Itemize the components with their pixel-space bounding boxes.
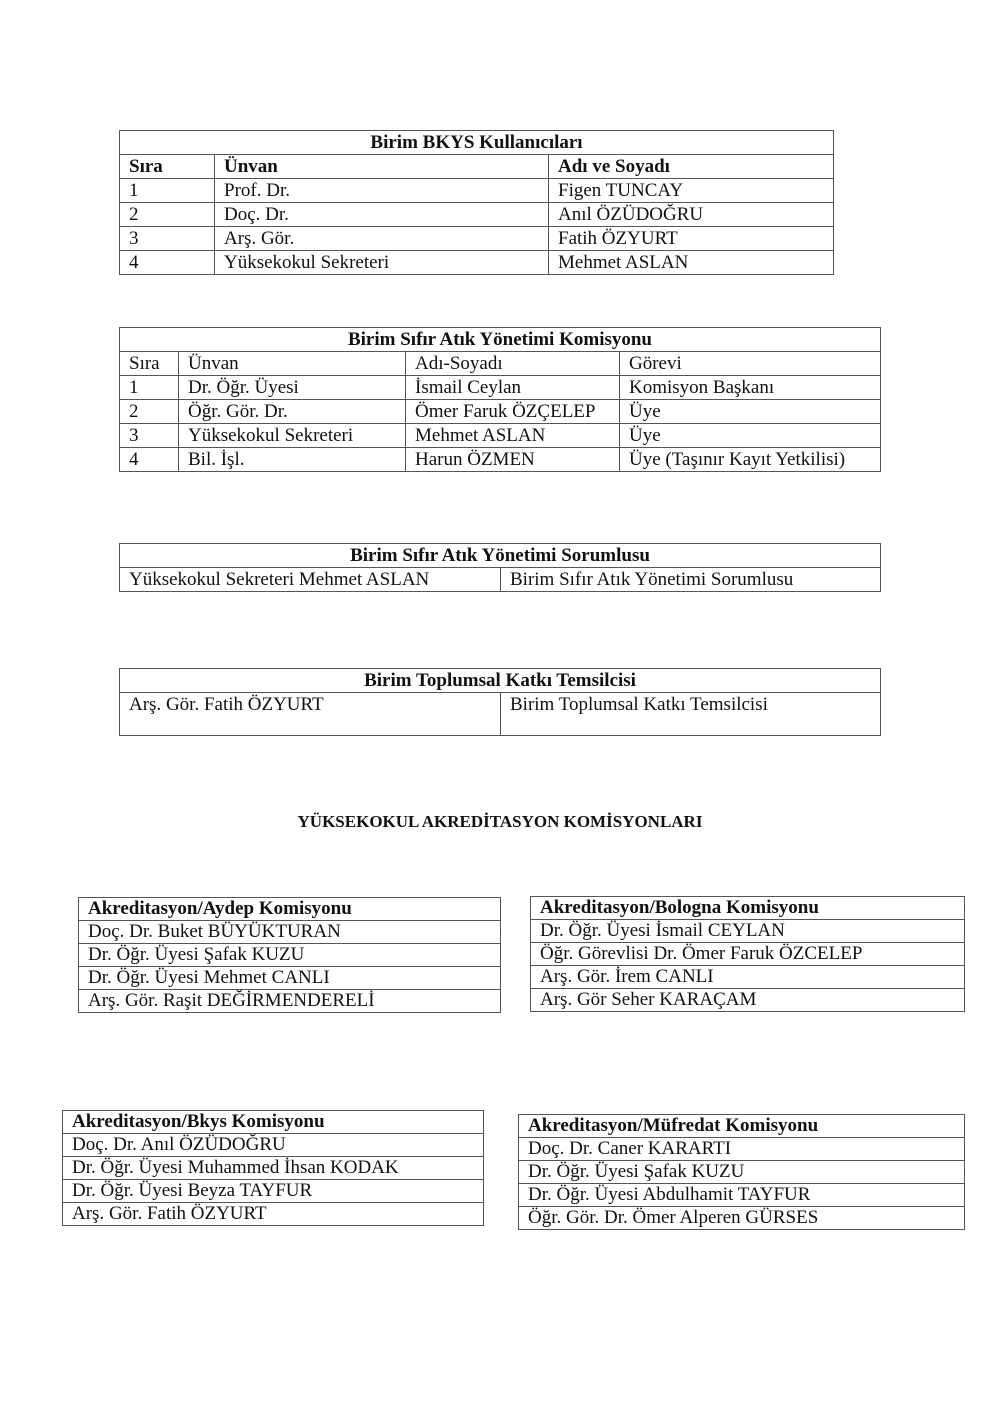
cell: Dr. Öğr. Üyesi — [179, 376, 406, 400]
member-row: Dr. Öğr. Üyesi Beyza TAYFUR — [63, 1180, 484, 1203]
bkys-users-table — [119, 130, 834, 275]
zero-waste-officer-table — [119, 543, 881, 592]
cell: Mehmet ASLAN — [549, 251, 834, 275]
table-row — [120, 376, 881, 400]
member-row: Doç. Dr. Caner KARARTI — [519, 1138, 965, 1161]
cell: Ömer Faruk ÖZÇELEP — [406, 400, 620, 424]
cell: Yüksekokul Sekreteri Mehmet ASLAN — [120, 568, 501, 592]
cell: Öğr. Gör. Dr. — [179, 400, 406, 424]
table-row — [120, 179, 834, 203]
aydep-commission-table — [78, 897, 501, 1013]
cell: Yüksekokul Sekreteri — [215, 251, 549, 275]
table-row — [120, 227, 834, 251]
table-row — [120, 400, 881, 424]
column-header: Sıra — [120, 155, 215, 179]
table-row — [120, 693, 881, 736]
member-row: Doç. Dr. Anıl ÖZÜDOĞRU — [63, 1134, 484, 1157]
table-title: Birim Toplumsal Katkı Temsilcisi — [120, 669, 881, 693]
table-row — [120, 448, 881, 472]
table-title: Birim Sıfır Atık Yönetimi Sorumlusu — [120, 544, 881, 568]
cell: Yüksekokul Sekreteri — [179, 424, 406, 448]
table-title: Akreditasyon/Bologna Komisyonu — [531, 897, 965, 920]
cell: Üye (Taşınır Kayıt Yetkilisi) — [620, 448, 881, 472]
cell: 1 — [120, 179, 215, 203]
bologna-commission-table — [530, 896, 965, 1012]
cell: Birim Sıfır Atık Yönetimi Sorumlusu — [501, 568, 881, 592]
cell: İsmail Ceylan — [406, 376, 620, 400]
member-row: Dr. Öğr. Üyesi Abdulhamit TAYFUR — [519, 1184, 965, 1207]
member-row: Dr. Öğr. Üyesi Şafak KUZU — [79, 944, 501, 967]
member-row: Dr. Öğr. Üyesi Şafak KUZU — [519, 1161, 965, 1184]
cell: Üye — [620, 424, 881, 448]
cell: Figen TUNCAY — [549, 179, 834, 203]
social-contribution-table — [119, 668, 881, 736]
table-row — [120, 424, 881, 448]
column-header: Ünvan — [179, 352, 406, 376]
member-row: Arş. Gör. İrem CANLI — [531, 966, 965, 989]
cell: 1 — [120, 376, 179, 400]
table-row — [120, 251, 834, 275]
cell: 2 — [120, 400, 179, 424]
cell: 2 — [120, 203, 215, 227]
member-row: Öğr. Gör. Dr. Ömer Alperen GÜRSES — [519, 1207, 965, 1230]
member-row: Arş. Gör. Raşit DEĞİRMENDERELİ — [79, 990, 501, 1013]
cell: 4 — [120, 448, 179, 472]
column-header: Adı-Soyadı — [406, 352, 620, 376]
mufredat-commission-table — [518, 1114, 965, 1230]
cell: Doç. Dr. — [215, 203, 549, 227]
cell: Komisyon Başkanı — [620, 376, 881, 400]
cell: Harun ÖZMEN — [406, 448, 620, 472]
table-title: Akreditasyon/Müfredat Komisyonu — [519, 1115, 965, 1138]
table-title: Birim Sıfır Atık Yönetimi Komisyonu — [120, 328, 881, 352]
table-title: Birim BKYS Kullanıcıları — [120, 131, 834, 155]
cell: Birim Toplumsal Katkı Temsilcisi — [501, 693, 881, 736]
table-row — [120, 203, 834, 227]
column-header: Görevi — [620, 352, 881, 376]
accreditation-heading: YÜKSEKOKUL AKREDİTASYON KOMİSYONLARI — [297, 812, 703, 831]
cell: Bil. İşl. — [179, 448, 406, 472]
column-header: Sıra — [120, 352, 179, 376]
cell: Üye — [620, 400, 881, 424]
cell: 4 — [120, 251, 215, 275]
column-header: Adı ve Soyadı — [549, 155, 834, 179]
cell: 3 — [120, 227, 215, 251]
cell: Prof. Dr. — [215, 179, 549, 203]
table-row — [120, 568, 881, 592]
cell: Arş. Gör. — [215, 227, 549, 251]
member-row: Öğr. Görevlisi Dr. Ömer Faruk ÖZCELEP — [531, 943, 965, 966]
member-row: Dr. Öğr. Üyesi Muhammed İhsan KODAK — [63, 1157, 484, 1180]
table-title: Akreditasyon/Bkys Komisyonu — [63, 1111, 484, 1134]
cell: Anıl ÖZÜDOĞRU — [549, 203, 834, 227]
column-header: Ünvan — [215, 155, 549, 179]
table-title: Akreditasyon/Aydep Komisyonu — [79, 898, 501, 921]
cell: Fatih ÖZYURT — [549, 227, 834, 251]
cell: Arş. Gör. Fatih ÖZYURT — [120, 693, 501, 736]
bkys-commission-table — [62, 1110, 484, 1226]
member-row: Arş. Gör. Fatih ÖZYURT — [63, 1203, 484, 1226]
member-row: Dr. Öğr. Üyesi Mehmet CANLI — [79, 967, 501, 990]
member-row: Doç. Dr. Buket BÜYÜKTURAN — [79, 921, 501, 944]
member-row: Arş. Gör Seher KARAÇAM — [531, 989, 965, 1012]
zero-waste-commission-table — [119, 327, 881, 472]
cell: 3 — [120, 424, 179, 448]
cell: Mehmet ASLAN — [406, 424, 620, 448]
member-row: Dr. Öğr. Üyesi İsmail CEYLAN — [531, 920, 965, 943]
